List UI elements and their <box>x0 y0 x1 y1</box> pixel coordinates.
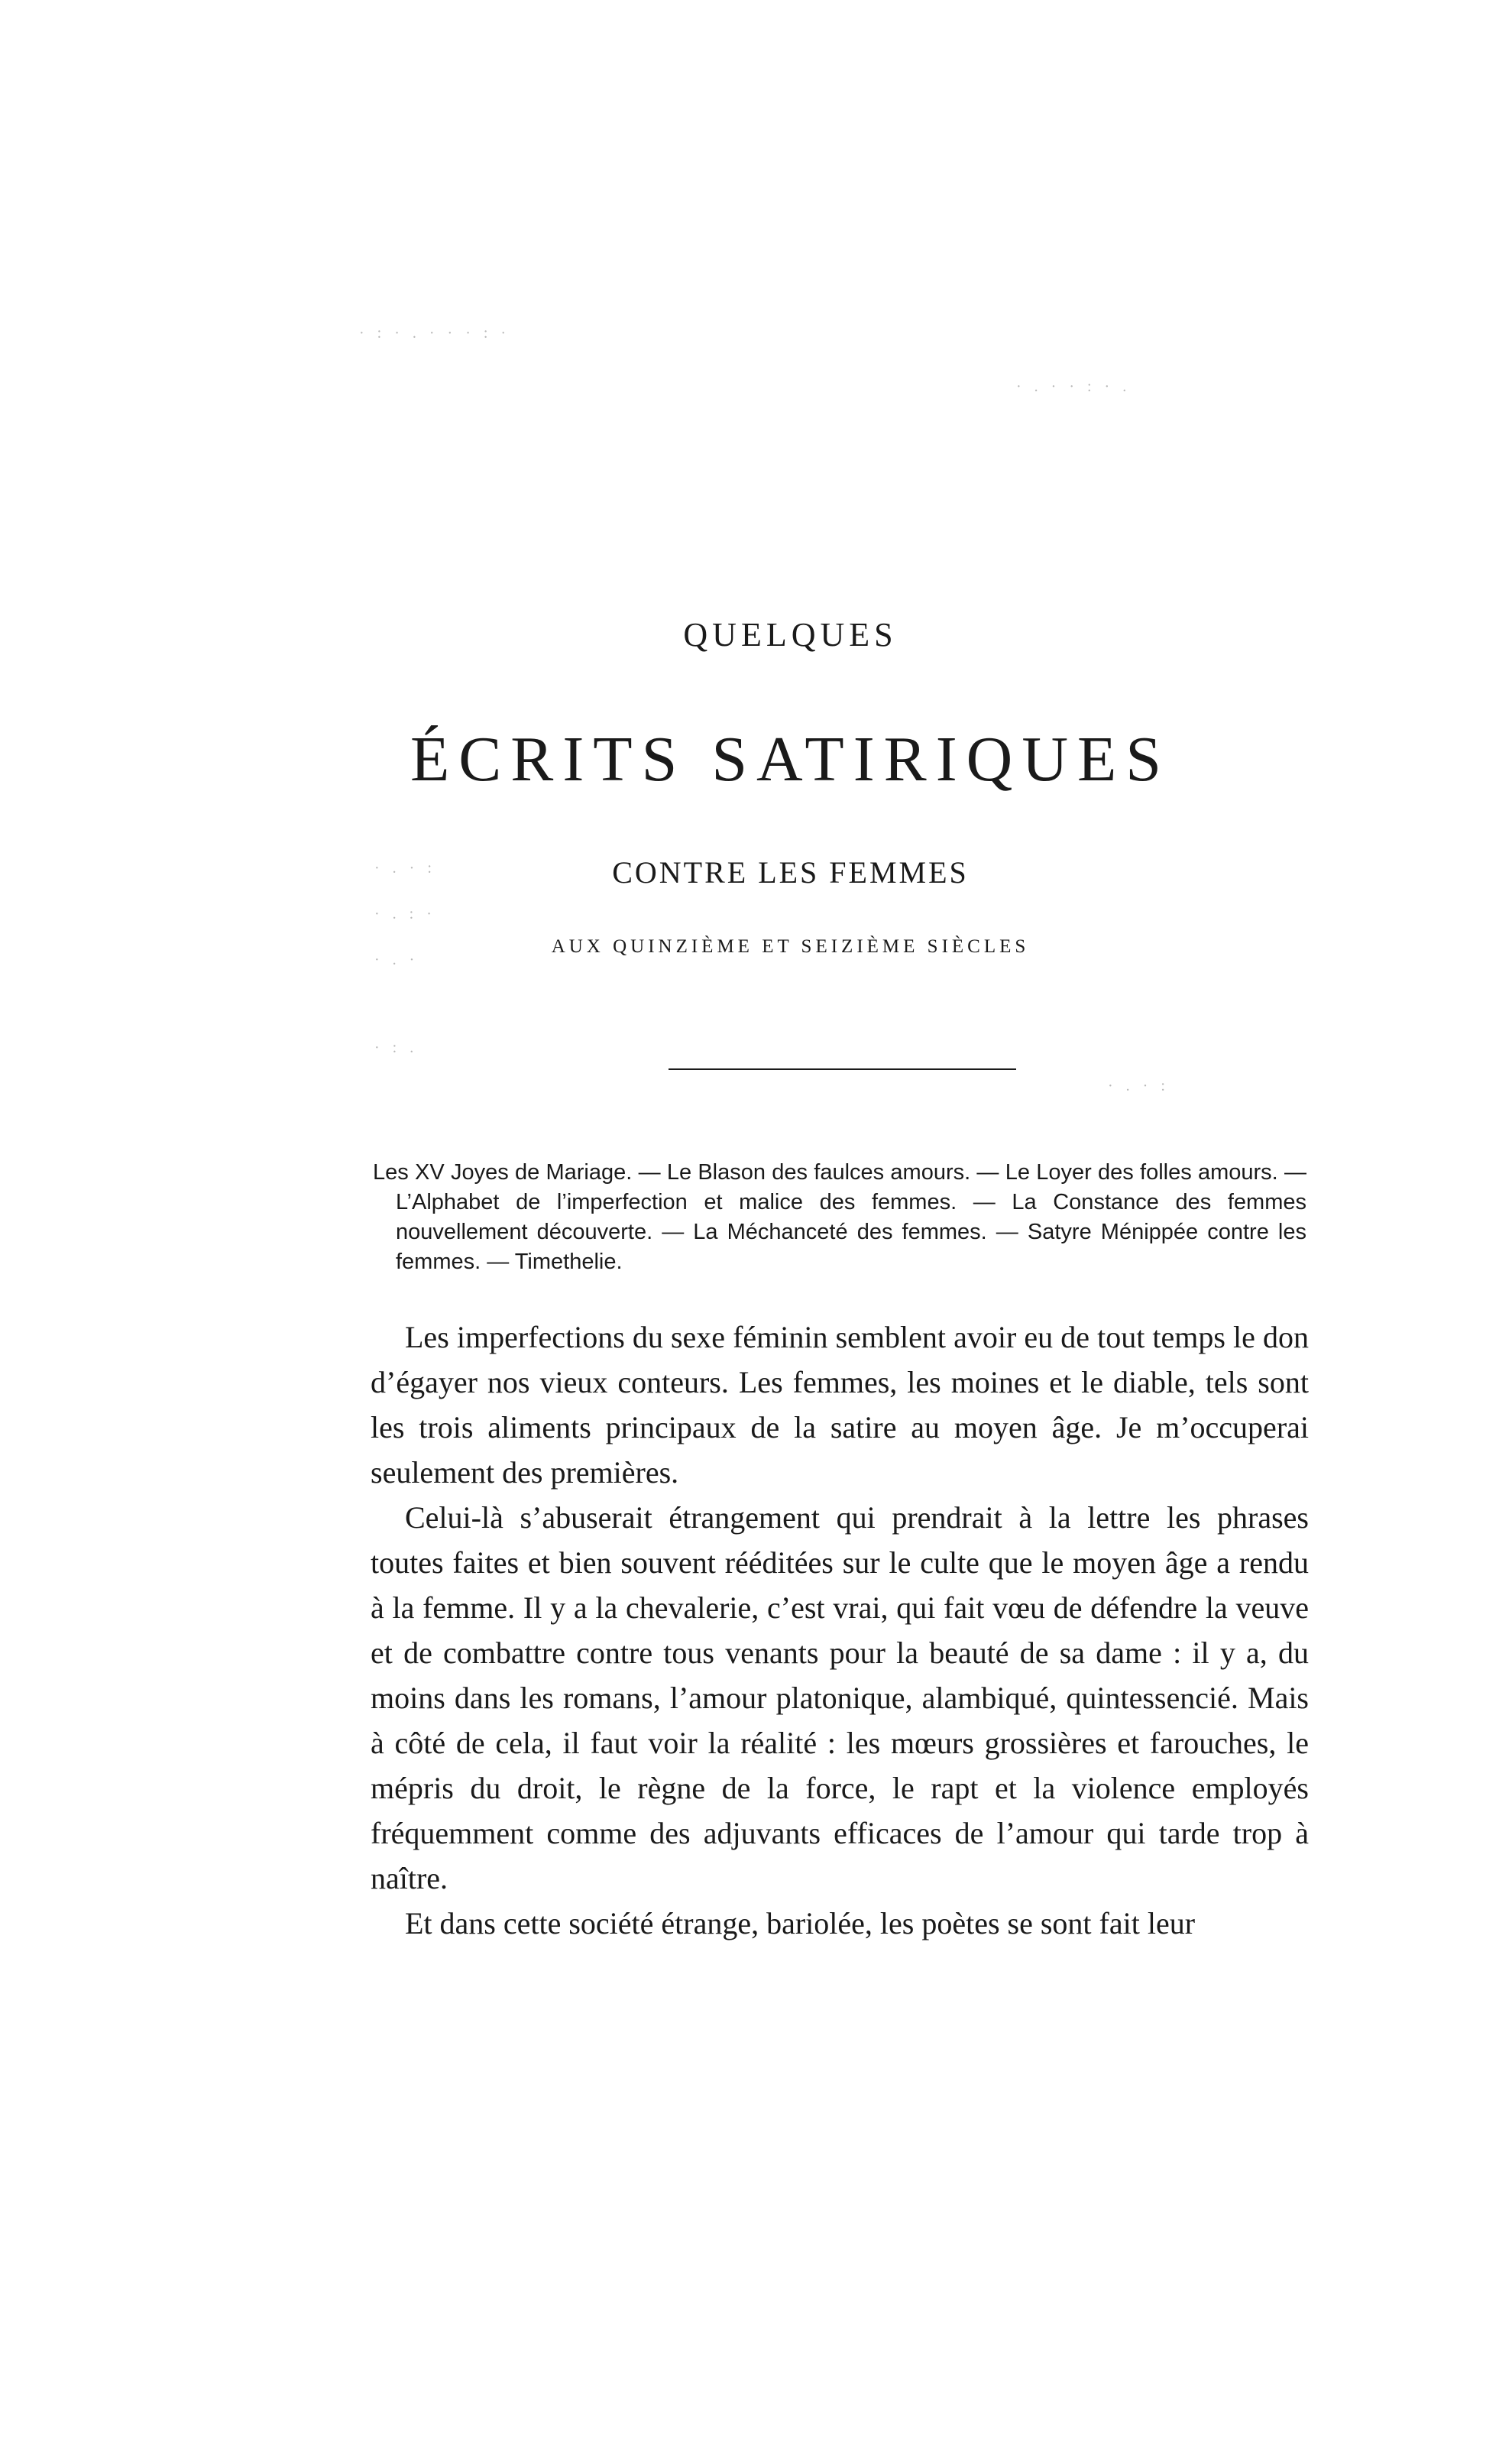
divider-rule <box>669 1068 1016 1070</box>
subtitle: CONTRE LES FEMMES <box>612 855 969 890</box>
bleed-through-marks: · . · · : · . <box>1016 378 1132 395</box>
subtitle-centuries: AUX QUINZIÈME ET SEIZIÈME SIÈCLES <box>551 936 1030 957</box>
body-text <box>371 1315 1309 1946</box>
bleed-through-marks: · : · . · · · : · <box>359 325 511 342</box>
bleed-through-marks: · . · : <box>374 860 436 877</box>
page-title: ÉCRITS SATIRIQUES <box>410 724 1171 795</box>
paragraph: Les imperfections du sexe féminin semblent avoir eu de tout temps le don d’égayer nos vieux conteurs. Les femmes, les moines et le diable, tels sont les trois aliments principaux de la satire au moyen âge. Je m’occuperai seulement des premières. <box>371 1320 1309 1490</box>
title-line-quelques: QUELQUES <box>683 616 898 653</box>
bleed-through-marks: · . : · <box>374 906 436 922</box>
bleed-through-marks: · . · <box>374 952 419 968</box>
paragraph: Et dans cette société étrange, bariolée, les poètes se sont fait leur <box>405 1906 1196 1940</box>
bleed-through-marks: · . · : <box>1108 1078 1170 1094</box>
paragraph: Celui-là s’abuserait étrangement qui prendrait à la lettre les phrases toutes faites et bien souvent rééditées sur le culte que le moyen âge a rendu à la femme. Il y a la chevalerie, c’est vrai, qui fait vœu de défendre la veuve et de combattre contre tous venants pour la beauté de sa dame : il y a, du moins dans les romans, l’amour platonique, alambiqué, quintessencié. Mais à côté de cela, il faut voir la réalité : les mœurs grossières et farouches, le mépris du droit, le règne de la force, le rapt et la violence employés fréquemment comme des adjuvants efficaces de l’amour qui tarde trop à naître. <box>371 1500 1309 1895</box>
bleed-through-marks: · : . <box>374 1039 419 1056</box>
chapter-summary <box>373 1158 1306 1277</box>
chapter-summary-text: Les XV Joyes de Mariage. — Le Blason des faulces amours. — Le Loyer des folles amours. — L’Alphabet de l’imperfection et malice des femmes. — La Constance des femmes nouvellement découverte. — La Méchanceté des femmes. — Satyre Ménippée contre les femmes. — Timethelie. <box>373 1160 1306 1274</box>
